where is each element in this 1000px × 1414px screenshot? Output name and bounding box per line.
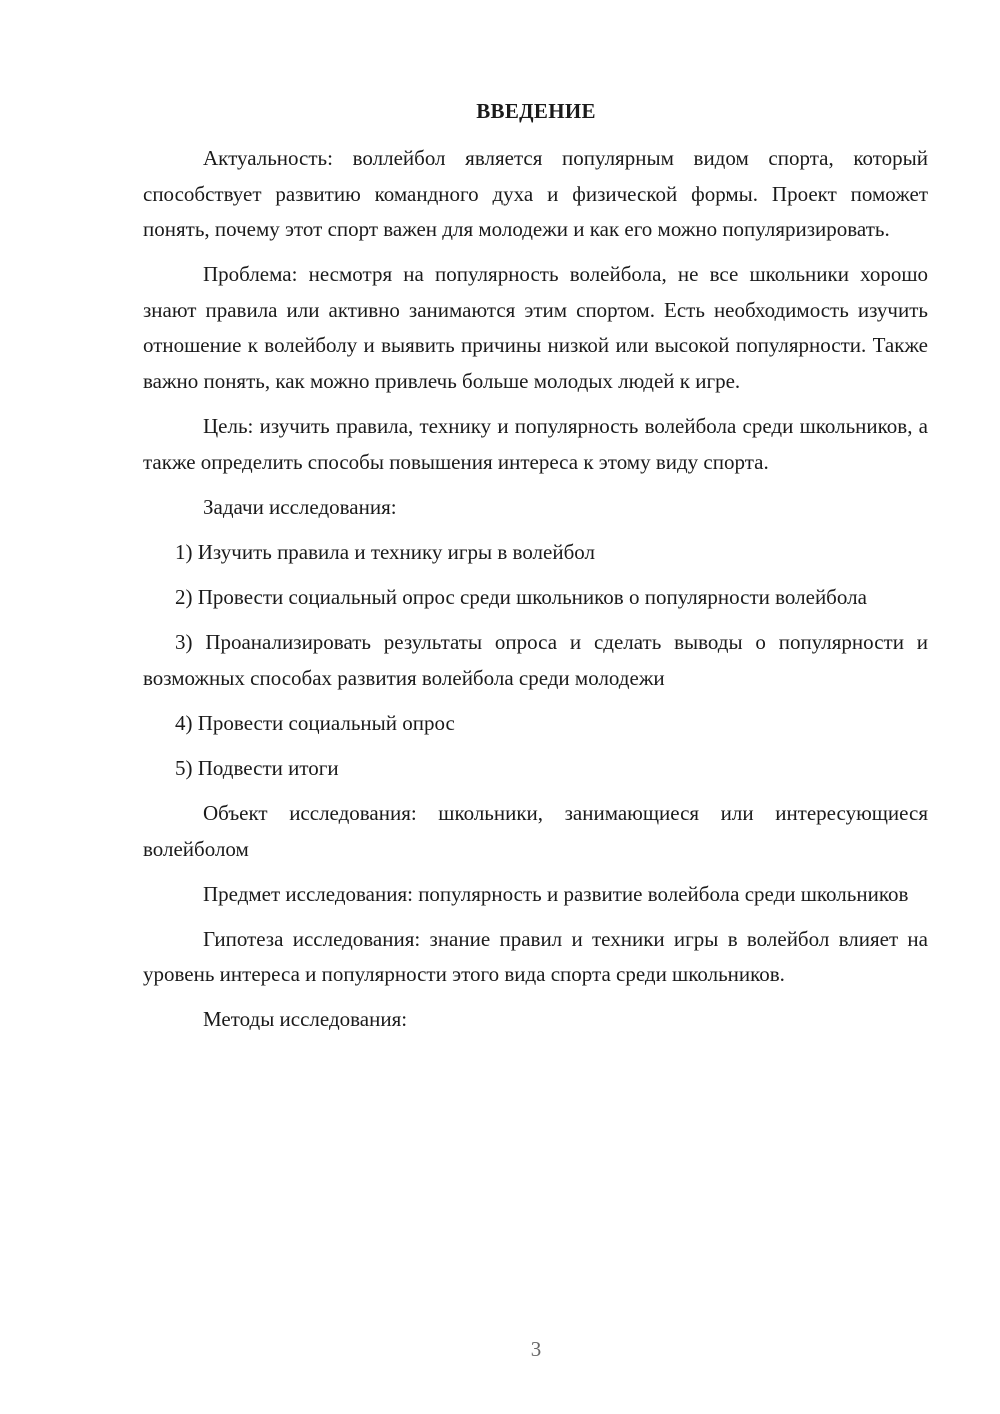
page-title: ВВЕДЕНИЕ — [476, 99, 596, 123]
paragraph-hypothesis: Гипотеза исследования: знание правил и техники игры в волейбол влияет на уровень интереса и популярности этого вида спорта среди школьников. — [143, 926, 928, 987]
paragraph-problem: Проблема: несмотря на популярность волейбола, не все школьники хорошо знают правила или активно занимаются этим спортом. Есть необходимость изучить отношение к волейболу и выявить причины низкой или высокой популярности. Также важно понять, как можно привлечь больше молодых людей к игре. — [143, 262, 928, 394]
task-item-4: 4) Провести социальный опрос — [175, 710, 455, 735]
task-item-3: 3) Проанализировать результаты опроса и сделать выводы о популярности и возможных способах развития волейбола среди молодежи — [143, 630, 928, 690]
paragraph-relevance: Актуальность: воллейбол является популярным видом спорта, который способствует развитию командного духа и физической формы. Проект поможет понять, почему этот спорт важен для молодежи и как его можно популяризировать. — [143, 146, 928, 242]
task-item-5: 5) Подвести итоги — [175, 755, 339, 780]
task-item-2: 2) Провести социальный опрос среди школьников о популярности волейбола — [175, 585, 867, 610]
task-item-1: 1) Изучить правила и технику игры в волейбол — [175, 539, 595, 564]
tasks-heading: Задачи исследования: — [203, 494, 397, 519]
methods-heading: Методы исследования: — [203, 1007, 408, 1032]
paragraph-object: Объект исследования: школьники, занимающиеся или интересующиеся волейболом — [143, 801, 928, 861]
paragraph-goal: Цель: изучить правила, технику и популярность волейбола среди школьников, а также определить способы повышения интереса к этому виду спорта. — [143, 414, 928, 474]
paragraph-subject: Предмет исследования: популярность и развитие волейбола среди школьников — [203, 881, 909, 906]
page-number: 3 — [530, 1337, 542, 1361]
document-body — [143, 141, 928, 1038]
